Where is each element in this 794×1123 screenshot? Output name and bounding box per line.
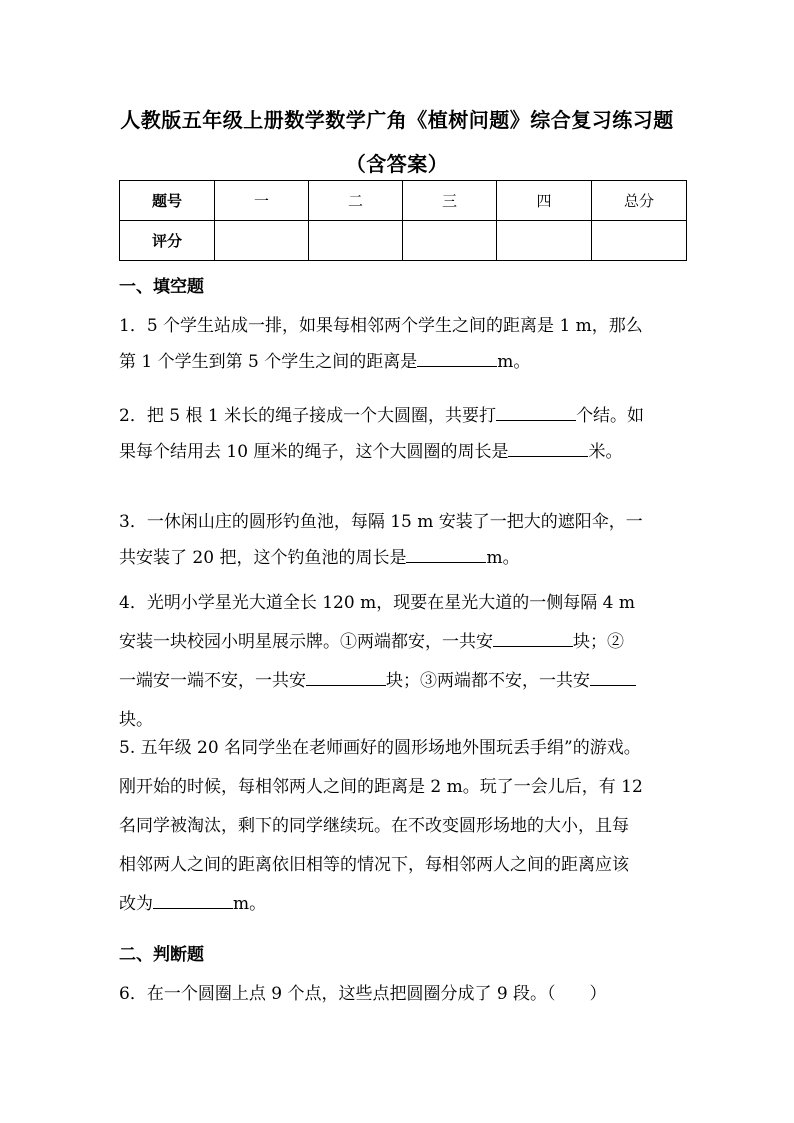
answer-blank[interactable]	[153, 886, 233, 909]
table-header-cell: 四	[497, 181, 592, 221]
answer-blank[interactable]	[306, 663, 386, 686]
page-subtitle: （含答案）	[345, 152, 449, 176]
table-header-cell: 题号	[120, 181, 215, 221]
score-cell[interactable]	[403, 221, 497, 261]
table-header-cell: 总分	[592, 181, 687, 221]
answer-blank[interactable]	[493, 624, 573, 647]
question-text: 块。	[119, 710, 153, 730]
question-3	[119, 504, 689, 576]
question-text: 相邻两人之间的距离依旧相等的情况下，每相邻两人之间的距离应该	[119, 855, 629, 875]
question-text: 6．在一个圆圈上点 9 个点，这些点把圆圈分成了 9 段。（ ）	[119, 984, 607, 1004]
question-text: 果每个结用去 10 厘米的绳子，这个大圆圈的周长是 米。	[119, 434, 689, 470]
question-text: 共安装了 20 把，这个钓鱼池的周长是 m。	[119, 540, 689, 576]
section-heading-fill-blank: 一、填空题	[119, 277, 204, 297]
table-row-label: 评分	[120, 221, 215, 261]
answer-blank[interactable]	[417, 344, 497, 367]
score-cell[interactable]	[497, 221, 592, 261]
question-6	[119, 976, 689, 1012]
question-text: 4．光明小学星光大道全长 120 m，现要在星光大道的一侧每隔 4 m	[119, 593, 635, 613]
question-text: 3．一休闲山庄的圆形钓鱼池，每隔 15 m 安装了一把大的遮阳伞，一	[119, 512, 643, 532]
score-cell[interactable]	[215, 221, 309, 261]
question-text: 改为 m。	[119, 885, 689, 924]
question-5	[119, 729, 689, 924]
answer-blank[interactable]	[496, 398, 576, 421]
answer-blank[interactable]	[406, 540, 486, 563]
question-text: 5. 五年级 20 名同学坐在老师画好的圆形场地外围玩丢手绢”的游戏。	[119, 738, 641, 758]
section-heading-true-false: 二、判断题	[119, 945, 204, 965]
score-cell[interactable]	[309, 221, 403, 261]
question-2	[119, 398, 689, 470]
score-cell[interactable]	[592, 221, 687, 261]
question-text: 2．把 5 根 1 米长的绳子接成一个大圆圈，共要打 个结。如	[119, 398, 689, 434]
score-table-row	[120, 221, 687, 261]
table-header-cell: 二	[309, 181, 403, 221]
question-4	[119, 584, 689, 740]
page-title: 人教版五年级上册数学数学广角《植树问题》综合复习练习题	[120, 108, 674, 132]
question-text: 安装一块校园小明星展示牌。①两端都安，一共安 块；②	[119, 623, 689, 662]
question-text: 第 1 个学生到第 5 个学生之间的距离是 m。	[119, 344, 689, 380]
score-table-header-row	[120, 181, 687, 221]
table-header-cell: 一	[215, 181, 309, 221]
score-table	[119, 180, 687, 261]
question-1	[119, 308, 689, 380]
question-text: 1．5 个学生站成一排，如果每相邻两个学生之间的距离是 1 m，那么	[119, 316, 643, 336]
answer-blank[interactable]	[590, 663, 636, 686]
question-text: 刚开始的时候，每相邻两人之间的距离是 2 m。玩了一会儿后，有 12	[119, 777, 643, 797]
answer-blank[interactable]	[508, 434, 588, 457]
question-text: 一端安一端不安，一共安 块；③两端都不安，一共安	[119, 662, 689, 701]
table-header-cell: 三	[403, 181, 497, 221]
question-text: 名同学被淘汰，剩下的同学继续玩。在不改变圆形场地的大小，且每	[119, 816, 629, 836]
